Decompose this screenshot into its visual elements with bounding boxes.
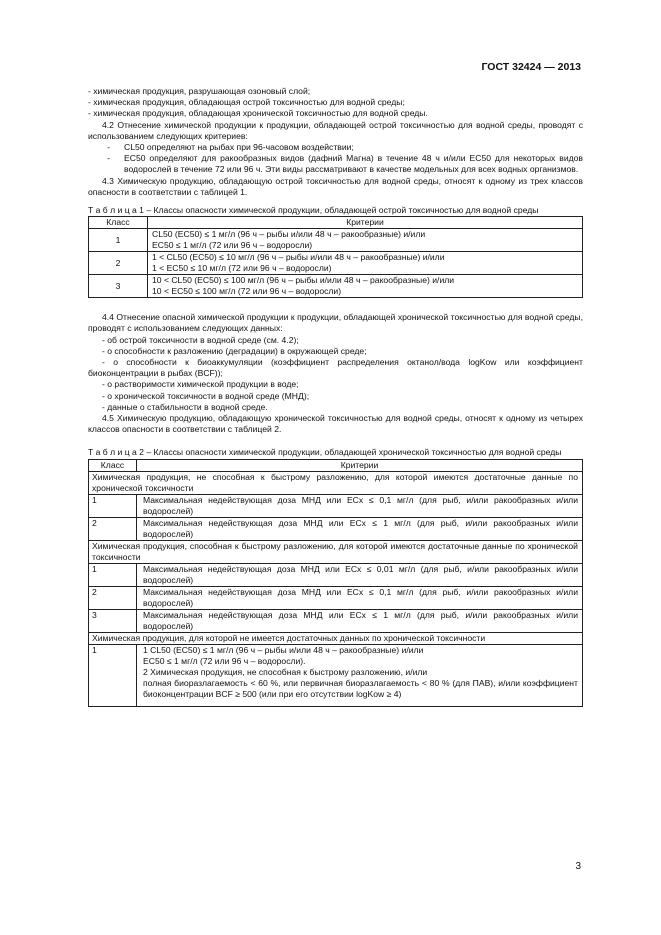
- table-row: 3 Максимальная недействующая доза МНД или ECx ≤ 1 мг/л (для рыб, и/или ракообразных и/или водорослей): [89, 609, 583, 632]
- table-row: 2 Максимальная недействующая доза МНД или ECx ≤ 1 мг/л (для рыб, и/или ракообразных и/или водорослей): [89, 517, 583, 540]
- table-row: 1 Максимальная недействующая доза МНД или ECx ≤ 0,1 мг/л (для рыб, и/или ракообразных и/или водорослей): [89, 494, 583, 517]
- list-item: - о растворимости химической продукции в воде;: [102, 379, 299, 390]
- table-row: 1 CL50 (EC50) ≤ 1 мг/л (96 ч – рыбы и/или 48 ч – ракообразные) и/или EC50 ≤ 1 мг/л (72 или 96 ч – водоросли): [89, 229, 583, 252]
- table-2-caption: Т а б л и ц а 2 – Классы опасности химической продукции, обладающей хронической токсичностью для водной среды: [88, 447, 562, 458]
- group-heading: Химическая продукция, для которой не имеется достаточных данных по хронической токсичности: [89, 632, 583, 644]
- list-item: - о способности к биоаккумуляции (коэффициент распределения октанол/вода logKow или коэффициент биоконцентрации в рыбах (BCF));: [88, 357, 583, 379]
- list-item: - EC50 определяют для ракообразных видов (дафний Магна) в течение 48 ч и/или EC50 для некоторых видов водорослей в течение 72 или 96 ч. Эти виды рассматривают в качестве модельных для всех водных организмов.: [107, 153, 583, 175]
- page-number: 3: [575, 861, 581, 872]
- paragraph-4-2: 4.2 Отнесение химической продукции к продукции, обладающей острой токсичностью для водной среды, проводят с использованием следующих критериев:: [88, 119, 583, 141]
- list-item: - химическая продукция, обладающая хронической токсичностью для водной среды.: [88, 108, 428, 119]
- table-header-class: Класс: [89, 459, 137, 471]
- paragraph-4-4: 4.4 Отнесение опасной химической продукции к продукции, обладающей хронической токсичностью для водной среды, проводят с использованием следующих данных:: [88, 312, 583, 334]
- paragraph-4-3: 4.3 Химическую продукцию, обладающую острой токсичностью для водной среды, относят к одному из трех классов опасности в соответствии с таблицей 1.: [88, 175, 583, 197]
- list-item: - химическая продукция, разрушающая озоновый слой;: [88, 86, 311, 96]
- table-2: [88, 459, 583, 707]
- intro-list: [88, 86, 583, 120]
- list-item: - об острой токсичности в водной среде (см. 4.2);: [102, 334, 299, 345]
- table-header-criteria: Критерии: [137, 459, 583, 471]
- paragraph-4-5: 4.5 Химическую продукцию, обладающую хронической токсичностью для водной среды, относят к одному из четырех классов опасности в соответствии с таблицей 2.: [88, 413, 583, 435]
- table-header-criteria: Критерии: [148, 217, 583, 229]
- table-row: 1 1 CL50 (EC50) ≤ 1 мг/л (96 ч – рыбы и/или 48 ч – ракообразные) и/или EC50 ≤ 1 мг/л (72 или 96 ч – водоросли). 2 Химическая продукция, не способная к быстрому разложению, и/или полная биоразлагаемость < 60 %, или первичная биоразлагаемость < 80 % (для ПАВ), и/или коэффициент биоконцентрации BCF ≥ 500 (или при его отсутствии logKow ≥ 4): [89, 644, 583, 706]
- criterion-cl50: CL50 определяют на рыбах при 96-часовом воздействии;: [124, 142, 354, 153]
- list-item: - CL50 определяют на рыбах при 96-часовом воздействии;: [88, 142, 583, 153]
- table-row: 2 Максимальная недействующая доза МНД или ECx ≤ 0,1 мг/л (для рыб, и/или ракообразных и/или водорослей): [89, 586, 583, 609]
- table-header-class: Класс: [89, 217, 148, 229]
- table-row: 2 1 < CL50 (EC50) ≤ 10 мг/л (96 ч – рыбы и/или 48 ч – ракообразные) и/или 1 < EC50 ≤ 10 мг/л (72 или 96 ч – водоросли): [89, 252, 583, 275]
- list-item: - данные о стабильности в водной среде.: [102, 401, 268, 412]
- list-item: - о способности к разложению (деградации) в окружающей среде;: [102, 345, 367, 356]
- table-1-caption: Т а б л и ц а 1 – Классы опасности химической продукции, обладающей острой токсичностью для водной среды: [88, 205, 539, 216]
- group-heading: Химическая продукция, не способная к быстрому разложению, для которой имеются достаточные данные по хронической токсичности: [89, 471, 583, 494]
- document-body: [88, 86, 583, 707]
- list-item: - о хронической токсичности в водной среде (МНД);: [102, 390, 310, 401]
- table-1: [88, 216, 583, 298]
- table-row: 1 Максимальная недействующая доза МНД или ECx ≤ 0,01 мг/л (для рыб, и/или ракообразных и/или водорослей): [89, 563, 583, 586]
- table-row: 3 10 < CL50 (EC50) ≤ 100 мг/л (96 ч – рыбы и/или 48 ч – ракообразные) и/или 10 < EC50 ≤ 100 мг/л (72 или 96 ч – водоросли): [89, 275, 583, 298]
- list-item: - химическая продукция, обладающая острой токсичностью для водной среды;: [88, 97, 405, 108]
- criterion-ec50: EC50 определяют для ракообразных видов (дафний Магна) в течение 48 ч и/или EC50 для некоторых видов водорослей в течение 72 или 96 ч. Эти виды рассматривают в качестве модельных для всех водных организмов.: [124, 153, 583, 175]
- standard-header: ГОСТ 32424 — 2013: [481, 61, 581, 73]
- group-heading: Химическая продукция, способная к быстрому разложению, для которой имеются достаточные данные по хронической токсичности: [89, 540, 583, 563]
